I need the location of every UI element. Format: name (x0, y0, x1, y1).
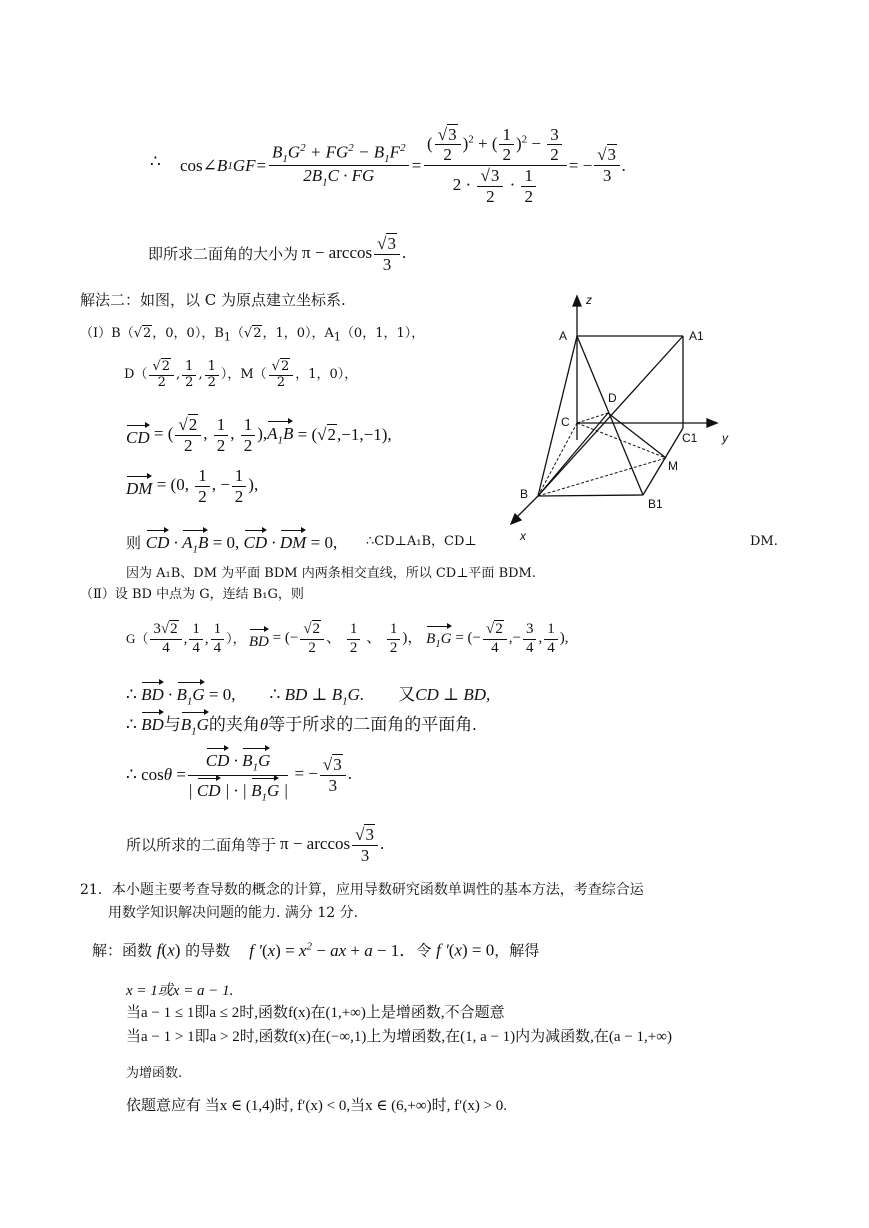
label-a: A (559, 329, 568, 343)
method-2-heading: 解法二：如图，以 C 为原点建立坐标系. (80, 291, 346, 309)
label-c1: C1 (682, 431, 698, 445)
label-m: M (668, 459, 678, 473)
case-2-tail: 为增函数. (126, 1066, 183, 1081)
part-1-coordinates: （Ⅰ）B（√2，0，0），$B_1(√2$，1，0），$A_1(0$，1，1）， (80, 326, 425, 344)
label-y: y (722, 431, 728, 445)
answer-1-text: 即所求二面角的大小为 (148, 245, 299, 263)
perpendicular-tail: DM. (750, 534, 778, 549)
solution-intro: 解：函数 f(x) 的导数 f $'(x) = x^2$ − ax + a − 1．令 f ′(x) = 0，解得 (92, 940, 540, 960)
case-1-line: 当a − 1 ≤ 1即a ≤ 2时,函数f(x)在(1,+∞)上是增函数,不合题意 (126, 1005, 505, 1021)
dot-products-line: 则 CD · $A_1B = 0$, CD · DM = 0, (126, 528, 337, 552)
answer-1-math: π − arccos $\frac{√3}{3}$ . (302, 233, 407, 274)
label-b: B (520, 487, 529, 501)
question-21-line-2: 用数学知识解决问题的能力. 满分 12 分. (108, 905, 359, 921)
label-z: z (586, 293, 592, 307)
vector-dm: DM = (0, $\frac{1}{2}$ , − $\frac{1}{2}$ ), (126, 465, 259, 506)
y-axis-arrow (707, 419, 717, 427)
reason-line: 因为 A₁B、DM 为平面 BDM 内两条相交直线，所以 CD⊥平面 BDM. (126, 566, 536, 581)
cos-theta-line: ∴ cos θ = $\frac{CD \cdot B_1G}{| CD | \cdot | B_1G |}$ = − $\frac{√3}{3}$ . (126, 746, 352, 804)
label-b1: B1 (648, 497, 663, 511)
x-axis-arrow (511, 514, 521, 524)
label-x: x (520, 529, 526, 543)
angle-line: ∴ BD与$B_1G$的夹角θ等于所求的二面角的平面角. (126, 710, 477, 736)
part-2-heading: （Ⅱ）设 BD 中点为 G，连结 B₁G，则 (80, 587, 304, 602)
bd-perp-line: ∴ BD · $B_1G = 0$, ∴ BD ⊥ $B_1G$. 又CD ⊥ BD, (126, 680, 490, 706)
perpendicular-text: ∴CD⊥A₁B，CD⊥ (366, 534, 477, 549)
case-2-line: 当a − 1 > 1即a > 2时,函数f(x)在(−∞,1)上为增函数,在(1, a − 1)内为减函数,在(a − 1,+∞) (126, 1029, 672, 1045)
geometry-figure (498, 288, 748, 543)
solution-roots: x = 1或x = a − 1. (126, 983, 234, 999)
answer-2-math: π − arccos $\frac{√3}{3}$ . (280, 824, 385, 865)
g-coordinates-line: G（ $\frac{3√2}{4}$ , $\frac{1}{4}$ , $\frac{1}{4}$ ）， BD = (− $\frac{√2}{2}$ 、 $\frac{1}{2}$ 、 $\frac{1}{2}$ )， $B_1G$ = (− $\frac{√2}{4}$ ,− $\frac{3}{4}$ , $\frac{1}{4}$ ), (126, 621, 569, 656)
label-a1: A1 (689, 329, 704, 343)
condition-line: 依题意应有 当x ∈ (1,4)时, f′(x) < 0,当x ∈ (6,+∞)时, f′(x) > 0. (126, 1098, 508, 1114)
label-c: C (561, 415, 570, 429)
answer-1-line (148, 232, 406, 276)
label-d: D (608, 391, 617, 405)
cos-b1gf-formula: cos ∠ B 1 GF = $\frac{B_1G^2 + FG^2 - B_1F^2}{2B_1C \cdot FG}$ = ( $\frac{√3}{2}$ )$^2$ + ( $\frac{1}{2}$ )$^2$ − $\frac{3}{2}$ 2 · $\frac{√3}{2}$ · $\frac{1}{2}$ = − $\frac{√3}{3}$ . (180, 124, 627, 206)
vector-cd-a1b: CD = ( $\frac{√2}{2}$ , $\frac{1}{2}$ , $\frac{1}{2}$ ), $A_1B$ = (√2,−1,−1), (126, 414, 392, 455)
answer-2-text: 所以所求的二面角等于 (126, 836, 277, 854)
coords-d-m: D（ $\frac{√2}{2}$ , $\frac{1}{2}$ , $\frac{1}{2}$ ），M（ $\frac{√2}{2}$ ，1，0）， (124, 358, 358, 390)
z-axis-arrow (573, 296, 581, 306)
answer-2-line (126, 822, 384, 868)
question-21-line-1: 21．本小题主要考查导数的概念的计算，应用导数研究函数单调性的基本方法，考查综合运 (80, 882, 644, 898)
therefore-symbol: ∴ (150, 152, 161, 172)
